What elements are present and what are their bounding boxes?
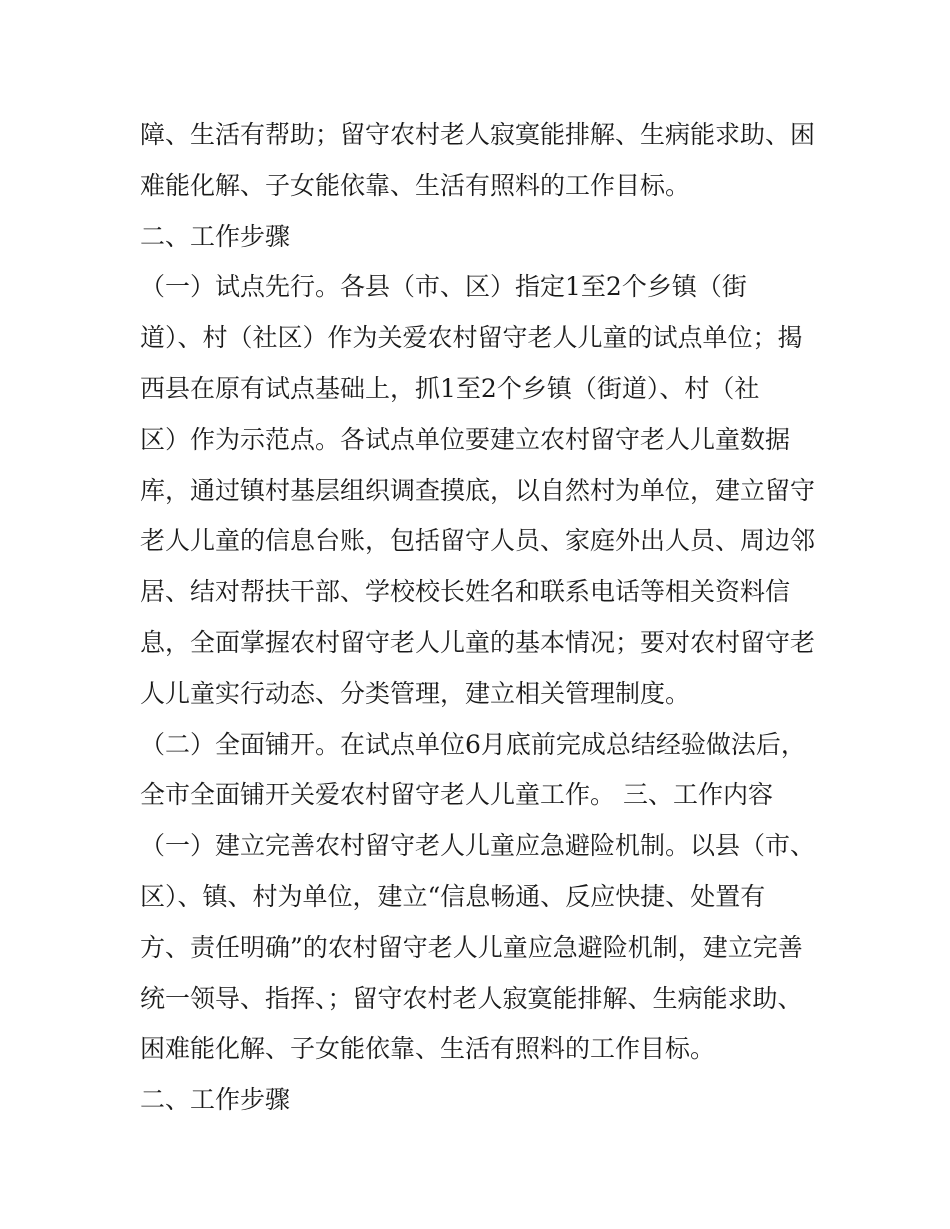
text-line: 老人儿童的信息台账，包括留守人员、家庭外出人员、周边邻 <box>140 526 816 556</box>
text-line: 难能化解、子女能依靠、生活有照料的工作目标。 <box>140 170 691 200</box>
text-line: 居、结对帮扶干部、学校校长姓名和联系电话等相关资料信 <box>140 577 791 607</box>
document-body <box>140 110 820 1126</box>
text-line: 道）、村（社区）作为关爱农村留守老人儿童的试点单位；揭 <box>140 323 803 353</box>
text-line: （一）建立完善农村留守老人儿童应急避险机制。以县（市、 <box>140 831 816 861</box>
section-heading: 二、工作步骤 <box>140 1085 291 1115</box>
text-line: 统一领导、指挥、；留守农村老人寂寞能排解、生病能求助、 <box>140 983 803 1013</box>
text-line: 人儿童实行动态、分类管理，建立相关管理制度。 <box>140 678 691 708</box>
text-line: 区）、镇、村为单位，建立“信息畅通、反应快捷、处置有 <box>140 881 766 911</box>
text-line: 库，通过镇村基层组织调查摸底，以自然村为单位，建立留守 <box>140 475 816 505</box>
text-line: 方、责任明确”的农村留守老人儿童应急避险机制，建立完善 <box>140 932 803 962</box>
text-line: 区）作为示范点。各试点单位要建立农村留守老人儿童数据 <box>140 424 791 454</box>
text-line: 障、生活有帮助；留守农村老人寂寞能排解、生病能求助、困 <box>140 120 816 149</box>
text-line: 西县在原有试点基础上，抓1至2个乡镇（街道）、村（社 <box>140 373 760 403</box>
text-line: 全市全面铺开关爱农村留守老人儿童工作。 三、工作内容 <box>140 780 773 810</box>
text-line: （二）全面铺开。在试点单位6月底前完成总结经验做法后， <box>140 729 806 759</box>
text-line: （一）试点先行。各县（市、区）指定1至2个乡镇（街 <box>140 272 747 302</box>
section-heading: 二、工作步骤 <box>140 221 291 251</box>
text-line: 息，全面掌握农村留守老人儿童的基本情况；要对农村留守老 <box>140 627 816 657</box>
text-line: 困难能化解、子女能依靠、生活有照料的工作目标。 <box>140 1034 716 1064</box>
